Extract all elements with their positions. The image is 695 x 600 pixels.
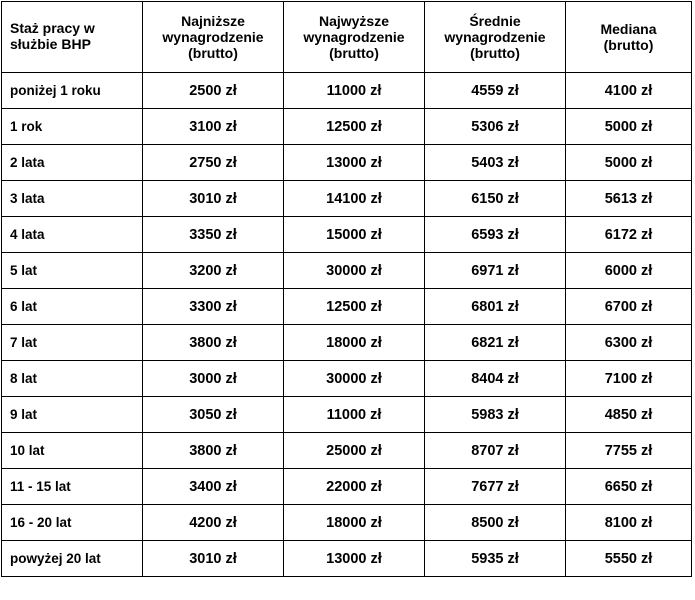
cell-highest-salary: 18000 zł (284, 505, 425, 541)
table-row (2, 73, 692, 109)
cell-median: 6300 zł (566, 325, 692, 361)
cell-average-salary: 6971 zł (425, 253, 566, 289)
cell-average-salary: 4559 zł (425, 73, 566, 109)
table-row (2, 469, 692, 505)
table-row (2, 397, 692, 433)
cell-seniority: 11 - 15 lat (2, 469, 143, 505)
cell-median: 5000 zł (566, 109, 692, 145)
cell-highest-salary: 22000 zł (284, 469, 425, 505)
cell-average-salary: 5403 zł (425, 145, 566, 181)
cell-highest-salary: 30000 zł (284, 253, 425, 289)
table-row (2, 325, 692, 361)
cell-median: 4850 zł (566, 397, 692, 433)
header-lowest-salary (143, 2, 284, 73)
cell-seniority: 1 rok (2, 109, 143, 145)
cell-seniority: poniżej 1 roku (2, 73, 143, 109)
table-row (2, 361, 692, 397)
table-header (2, 2, 692, 73)
cell-lowest-salary: 3010 zł (143, 181, 284, 217)
cell-lowest-salary: 2750 zł (143, 145, 284, 181)
cell-highest-salary: 15000 zł (284, 217, 425, 253)
cell-median: 6650 zł (566, 469, 692, 505)
cell-average-salary: 6150 zł (425, 181, 566, 217)
table-body (2, 73, 692, 577)
cell-seniority: powyżej 20 lat (2, 541, 143, 577)
cell-lowest-salary: 3350 zł (143, 217, 284, 253)
header-highest-salary-label: Najwyższe wynagrodzenie (brutto) (303, 13, 405, 61)
table-row (2, 505, 692, 541)
cell-median: 7100 zł (566, 361, 692, 397)
cell-highest-salary: 12500 zł (284, 109, 425, 145)
cell-highest-salary: 14100 zł (284, 181, 425, 217)
cell-median: 5613 zł (566, 181, 692, 217)
cell-average-salary: 6801 zł (425, 289, 566, 325)
cell-lowest-salary: 4200 zł (143, 505, 284, 541)
cell-seniority: 2 lata (2, 145, 143, 181)
table-row (2, 289, 692, 325)
cell-highest-salary: 18000 zł (284, 325, 425, 361)
cell-lowest-salary: 3200 zł (143, 253, 284, 289)
cell-median: 5550 zł (566, 541, 692, 577)
cell-average-salary: 7677 zł (425, 469, 566, 505)
table-row (2, 253, 692, 289)
cell-lowest-salary: 3800 zł (143, 433, 284, 469)
cell-average-salary: 5983 zł (425, 397, 566, 433)
cell-highest-salary: 11000 zł (284, 73, 425, 109)
cell-median: 6000 zł (566, 253, 692, 289)
cell-highest-salary: 13000 zł (284, 145, 425, 181)
cell-lowest-salary: 3800 zł (143, 325, 284, 361)
header-median-label: Mediana (brutto) (600, 21, 657, 53)
cell-highest-salary: 12500 zł (284, 289, 425, 325)
cell-median: 4100 zł (566, 73, 692, 109)
header-seniority (2, 2, 143, 73)
cell-median: 7755 zł (566, 433, 692, 469)
header-seniority-label: Staż pracy w służbie BHP (10, 20, 95, 52)
cell-seniority: 10 lat (2, 433, 143, 469)
cell-median: 5000 zł (566, 145, 692, 181)
cell-seniority: 7 lat (2, 325, 143, 361)
header-highest-salary (284, 2, 425, 73)
cell-median: 6172 zł (566, 217, 692, 253)
header-median (566, 2, 692, 73)
cell-average-salary: 8404 zł (425, 361, 566, 397)
salary-table (1, 1, 692, 577)
cell-lowest-salary: 3400 zł (143, 469, 284, 505)
table-row (2, 217, 692, 253)
table-row (2, 181, 692, 217)
table-row (2, 145, 692, 181)
cell-median: 8100 zł (566, 505, 692, 541)
cell-seniority: 3 lata (2, 181, 143, 217)
cell-seniority: 16 - 20 lat (2, 505, 143, 541)
cell-average-salary: 5935 zł (425, 541, 566, 577)
cell-lowest-salary: 2500 zł (143, 73, 284, 109)
cell-seniority: 9 lat (2, 397, 143, 433)
table-row (2, 433, 692, 469)
cell-lowest-salary: 3050 zł (143, 397, 284, 433)
cell-lowest-salary: 3010 zł (143, 541, 284, 577)
cell-lowest-salary: 3300 zł (143, 289, 284, 325)
cell-seniority: 8 lat (2, 361, 143, 397)
cell-highest-salary: 13000 zł (284, 541, 425, 577)
cell-seniority: 4 lata (2, 217, 143, 253)
cell-seniority: 6 lat (2, 289, 143, 325)
cell-highest-salary: 25000 zł (284, 433, 425, 469)
header-average-salary-label: Średnie wynagrodzenie (brutto) (444, 13, 546, 61)
header-row (2, 2, 692, 73)
cell-average-salary: 8500 zł (425, 505, 566, 541)
cell-highest-salary: 30000 zł (284, 361, 425, 397)
cell-average-salary: 5306 zł (425, 109, 566, 145)
cell-lowest-salary: 3100 zł (143, 109, 284, 145)
cell-median: 6700 zł (566, 289, 692, 325)
header-lowest-salary-label: Najniższe wynagrodzenie (brutto) (162, 13, 264, 61)
cell-average-salary: 6821 zł (425, 325, 566, 361)
cell-average-salary: 6593 zł (425, 217, 566, 253)
header-average-salary (425, 2, 566, 73)
cell-lowest-salary: 3000 zł (143, 361, 284, 397)
table-row (2, 109, 692, 145)
cell-seniority: 5 lat (2, 253, 143, 289)
cell-highest-salary: 11000 zł (284, 397, 425, 433)
cell-average-salary: 8707 zł (425, 433, 566, 469)
table-row (2, 541, 692, 577)
